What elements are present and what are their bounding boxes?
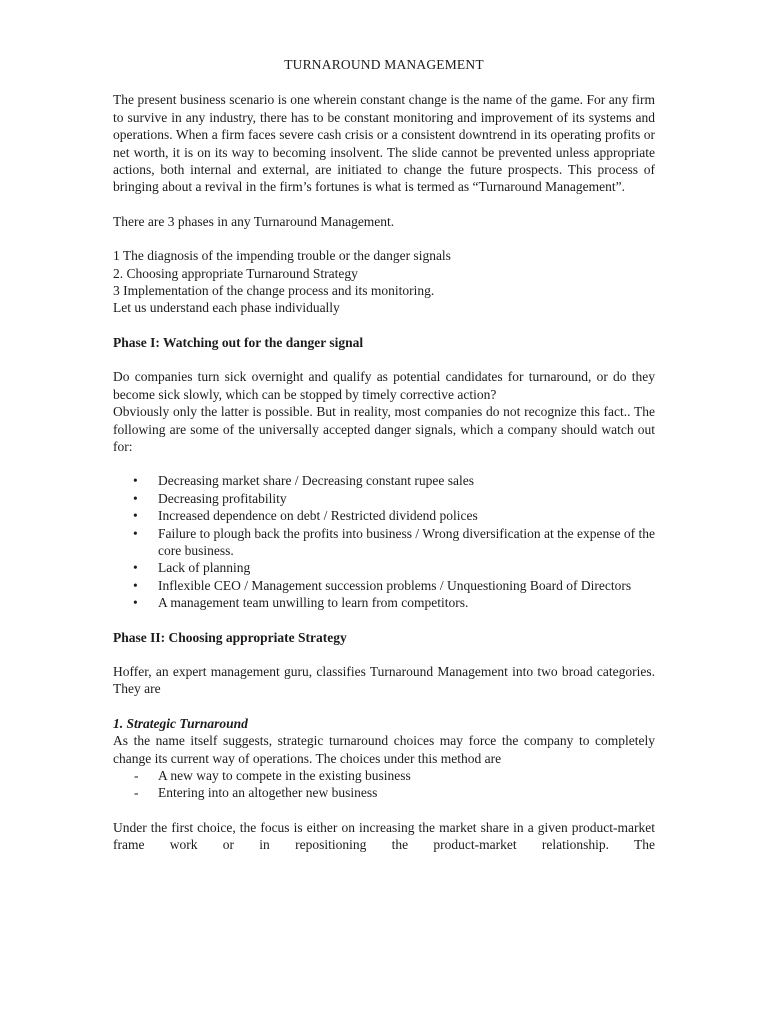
list-item-text: Increased dependence on debt / Restricted dividend polices bbox=[158, 508, 478, 524]
list-item-text: Lack of planning bbox=[158, 560, 251, 576]
phase1-heading: Phase I: Watching out for the danger signal bbox=[113, 334, 364, 350]
bullet-icon: • bbox=[133, 508, 138, 524]
list-item-text: Decreasing market share / Decreasing constant rupee sales bbox=[158, 473, 474, 489]
bullet-icon: • bbox=[133, 525, 138, 541]
list-item-text: A management team unwilling to learn from competitors. bbox=[158, 595, 469, 611]
list-item bbox=[113, 577, 655, 594]
bullet-icon: • bbox=[133, 473, 138, 489]
list-item-text: Entering into an altogether new business bbox=[158, 785, 378, 801]
list-item bbox=[113, 559, 655, 576]
bullet-icon: • bbox=[133, 577, 138, 593]
list-item bbox=[113, 472, 655, 489]
phase1-paragraph: Obviously only the latter is possible. But in reality, most companies do not recognize this fact.. The following are some of the universally accepted danger signals, which a company should watch out for: bbox=[113, 404, 655, 454]
list-item bbox=[113, 507, 655, 524]
phase1-paragraph: Do companies turn sick overnight and qualify as potential candidates for turnaround, or do they become sick slowly, which can be stopped by timely corrective action? bbox=[113, 369, 655, 402]
phases-intro: There are 3 phases in any Turnaround Management. bbox=[113, 213, 395, 229]
list-item-text: Decreasing profitability bbox=[158, 490, 287, 506]
strategic-turnaround-heading: 1. Strategic Turnaround bbox=[113, 715, 248, 731]
strategic-choices-list bbox=[113, 767, 655, 802]
list-item bbox=[113, 767, 655, 784]
list-item-text: Failure to plough back the profits into business / Wrong diversification at the expense of the core business. bbox=[158, 525, 655, 558]
document-title: TURNAROUND MANAGEMENT bbox=[284, 57, 484, 72]
bullet-icon: • bbox=[133, 595, 138, 611]
phase-line: 3 Implementation of the change process and its monitoring. bbox=[113, 283, 435, 299]
closing-paragraph: Under the first choice, the focus is either on increasing the market share in a given product-market frame work or in repositioning the product-market relationship. The bbox=[113, 819, 655, 853]
list-item bbox=[113, 784, 655, 801]
bullet-icon: • bbox=[133, 490, 138, 506]
intro-paragraph: The present business scenario is one wherein constant change is the name of the game. For any firm to survive in any industry, there has to be constant monitoring and improvement of its systems and operations. When a firm faces severe cash crisis or a consistent downtrend in its operating profits or net worth, it is on its way to becoming insolvent. The slide cannot be prevented unless appropriate actions, both internal and external, are initiated to change the future prospects. This process of bringing about a revival in the firm’s fortunes is what is termed as “Turnaround Management”. bbox=[113, 92, 655, 195]
dash-icon: - bbox=[134, 785, 139, 801]
document-page bbox=[113, 56, 655, 871]
phase2-heading: Phase II: Choosing appropriate Strategy bbox=[113, 629, 347, 645]
phase-line: Let us understand each phase individually bbox=[113, 300, 340, 316]
list-item-text: Inflexible CEO / Management succession problems / Unquestioning Board of Directors bbox=[158, 577, 632, 593]
phase-line: 1 The diagnosis of the impending trouble or the danger signals bbox=[113, 248, 451, 264]
list-item-text: A new way to compete in the existing business bbox=[158, 768, 411, 783]
phases-list bbox=[113, 247, 655, 317]
strategic-turnaround-paragraph: As the name itself suggests, strategic turnaround choices may force the company to completely change its current way of operations. The choices under this method are bbox=[113, 733, 655, 766]
bullet-icon: • bbox=[133, 560, 138, 576]
phase-line: 2. Choosing appropriate Turnaround Strategy bbox=[113, 265, 358, 281]
danger-signals-list bbox=[113, 472, 655, 611]
list-item bbox=[113, 490, 655, 507]
list-item bbox=[113, 594, 655, 611]
list-item bbox=[113, 525, 655, 560]
dash-icon: - bbox=[134, 768, 139, 783]
phase2-paragraph: Hoffer, an expert management guru, classifies Turnaround Management into two broad categories. They are bbox=[113, 663, 655, 697]
